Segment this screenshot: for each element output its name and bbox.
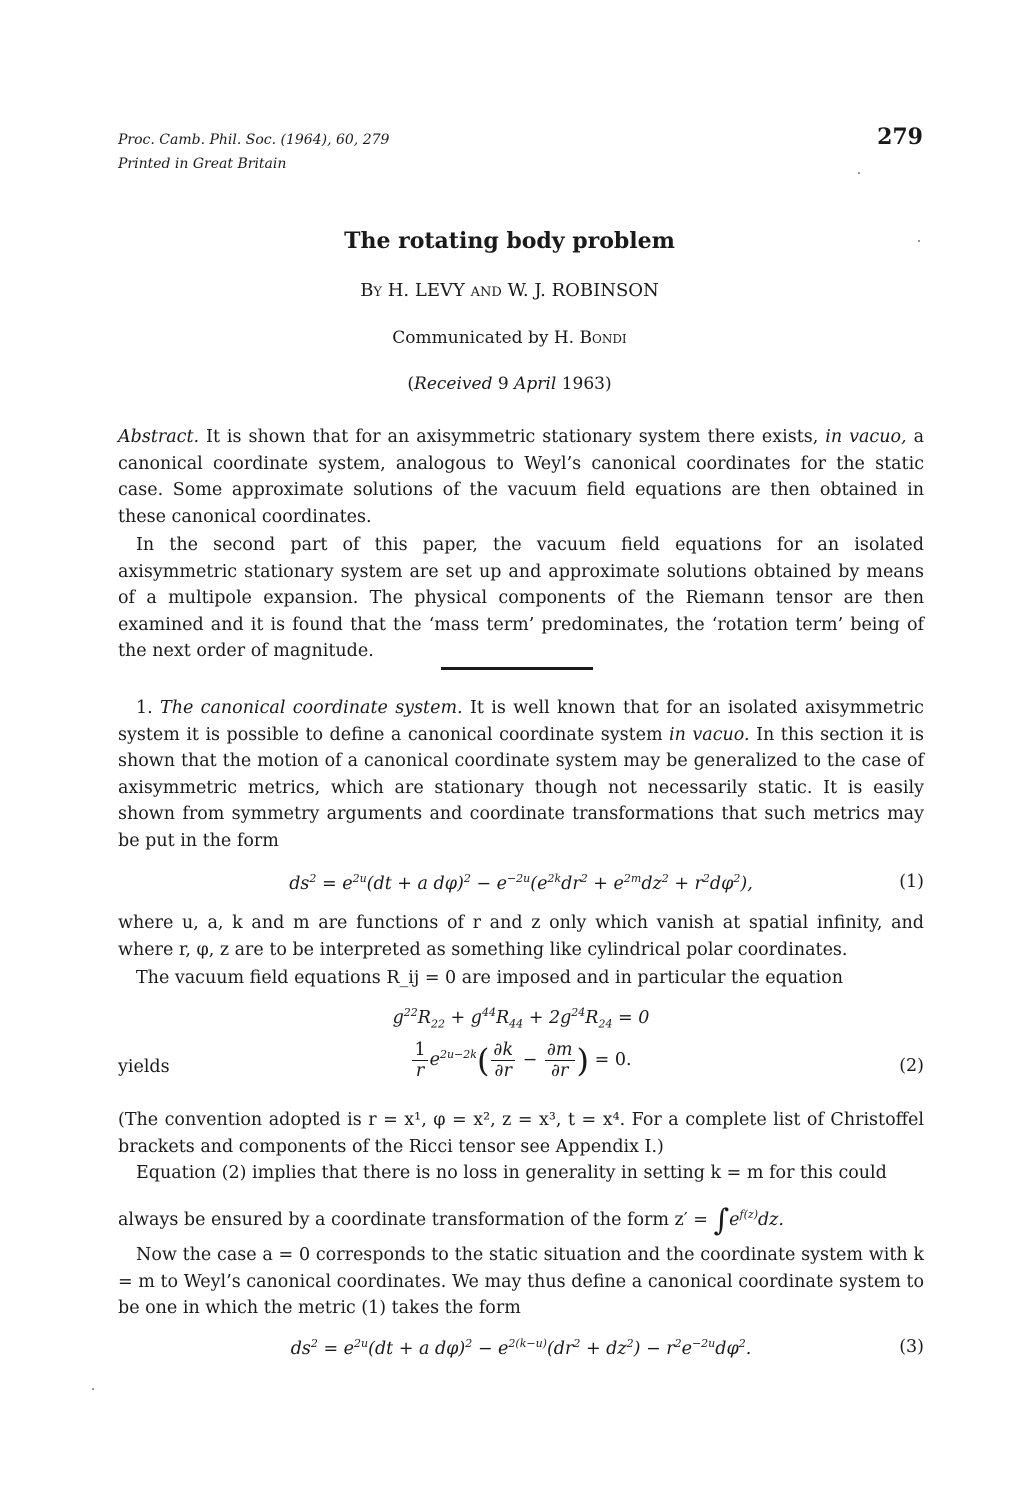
abstract-paragraph-2: In the second part of this paper, the vacuum field equations for an isolated axisymmetric stationary system are set up and approximate solutions obtained by means of a multipole expansion. The physical components of the Riemann tensor are then examined and it is found that the ‘mass term’ predominates, the ‘rotation term’ being of the next order of magnitude. xyxy=(118,535,924,661)
printed-in: Printed in Great Britain xyxy=(118,156,287,172)
received-month: April xyxy=(514,374,557,394)
always-text: always be ensured by a coordinate transformation of the form z′ = xyxy=(118,1210,708,1230)
section-text-b: In this section it is shown that the motion of a canonical coordinate system may be generalized to the case of axisymmetric metrics, which are stationary though not necessarily static. It is easily shown from symmetry arguments and coordinate transformations that such metrics may be put in the form xyxy=(118,724,924,851)
author-robinson: W. J. ROBINSON xyxy=(507,280,659,301)
convention-paragraph: (The convention adopted is r = x¹, φ = x², z = x³, t = x⁴. For a complete list of Christoffel brackets and components of the Ricci tensor see Appendix I.) xyxy=(118,1110,924,1157)
and-label: and xyxy=(470,280,502,301)
section-text-a: It is well known that for an isolated axisymmetric system it is possible to define a canonical coordinate system xyxy=(118,698,924,745)
received-line: (Received 9 April 1963) xyxy=(407,374,612,394)
equation-ricci-sum xyxy=(118,1006,924,1034)
equation-1-number: (1) xyxy=(899,872,924,892)
speck xyxy=(92,1388,94,1390)
fraction-dm-dr: $\frac{\partial m}{\partial r}$ xyxy=(546,1040,573,1081)
fraction-1-over-r: $\frac{1}{r}$ xyxy=(414,1040,426,1081)
abstract-in-vacuo: in vacuo, xyxy=(825,427,907,447)
equation-1-body: $ds^2 = e^{2u}(dt + a$ $d\varphi)^2 - e^{-2u}(e^{2k}dr^2 + e^{2m}dz^2 + r^2d\varphi^2)$, xyxy=(289,872,753,894)
equation-3-body: $ds^2 = e^{2u}(dt + a$ $d\varphi)^2 - e^{2(k-u)}(dr^2 + dz^2) - r^2e^{-2u}d\varphi^2$. xyxy=(290,1337,752,1359)
equation-2-body: $\frac{1}{r}$ $e^{2u-2k}$( $\frac{\partial k}{\partial r}$ − $\frac{\partial m}{\partial r}$ ) = 0. xyxy=(414,1040,632,1081)
received-year: 1963 xyxy=(561,374,605,394)
fraction-dk-dr: $\frac{\partial k}{\partial r}$ xyxy=(493,1040,514,1081)
now-paragraph: Now the case a = 0 corresponds to the static situation and the coordinate system with k = m to Weyl’s canonical coordinates. We may thus define a canonical coordinate system to be one in which the metric (1) takes the form xyxy=(118,1245,924,1318)
equation-3 xyxy=(118,1337,924,1365)
where-paragraph: where u, a, k and m are functions of r and z only which vanish at spatial infinity, and where r, φ, z are to be interpreted as something like cylindrical polar coordinates. xyxy=(118,913,924,960)
equation-3-number: (3) xyxy=(899,1337,924,1357)
page-number: 279 xyxy=(877,124,923,150)
vacuum-paragraph: The vacuum field equations R_ij = 0 are imposed and in particular the equation xyxy=(136,968,843,988)
communicated-prefix: Communicated by H. xyxy=(392,328,575,348)
coordinate-transform-line xyxy=(118,1203,784,1238)
received-day: 9 xyxy=(497,374,509,394)
equation-ricci-sum-body: $g^{22}R_{22} + g^{44}R_{44} + 2g^{24}R_{24} = 0$ xyxy=(392,1006,650,1031)
equation-2-number: (2) xyxy=(899,1056,924,1076)
abstract-text-a: It is shown that for an axisymmetric stationary system there exists, xyxy=(206,427,819,447)
section-heading: The canonical coordinate system. xyxy=(160,698,463,718)
section-divider xyxy=(441,667,593,670)
author-line xyxy=(0,280,1019,301)
paper-title: The rotating body problem xyxy=(344,228,675,254)
by-label: By xyxy=(360,280,382,301)
speck xyxy=(858,172,860,174)
abstract-paragraph-1 xyxy=(118,424,924,530)
section-1-intro xyxy=(118,695,924,854)
communicated-line xyxy=(0,328,1019,348)
communicator-name: Bondi xyxy=(579,328,627,348)
author-levy: H. LEVY xyxy=(387,280,465,301)
section-in-vacuo: in vacuo. xyxy=(669,724,750,745)
equation-2 xyxy=(118,1040,924,1096)
equation-1 xyxy=(118,872,924,900)
equation-2-remark: Equation (2) implies that there is no loss in generality in setting k = m for this could xyxy=(136,1163,887,1183)
journal-header xyxy=(118,128,389,176)
abstract-text-b: a canonical coordinate system, analogous to Weyl’s canonical coordinates for the static case. Some approximate solutions of the vacuum field equations are then obtained in these canonical coordinates. xyxy=(118,427,924,527)
integral-expression: $\int e^{f(z)}dz$. xyxy=(713,1203,784,1238)
journal-citation: Proc. Camb. Phil. Soc. (1964), 60, 279 xyxy=(118,132,390,148)
yields-label: yields xyxy=(118,1057,170,1077)
abstract-label: Abstract. xyxy=(118,427,200,447)
received-label: Received xyxy=(414,374,493,394)
section-number: 1. xyxy=(136,698,153,718)
